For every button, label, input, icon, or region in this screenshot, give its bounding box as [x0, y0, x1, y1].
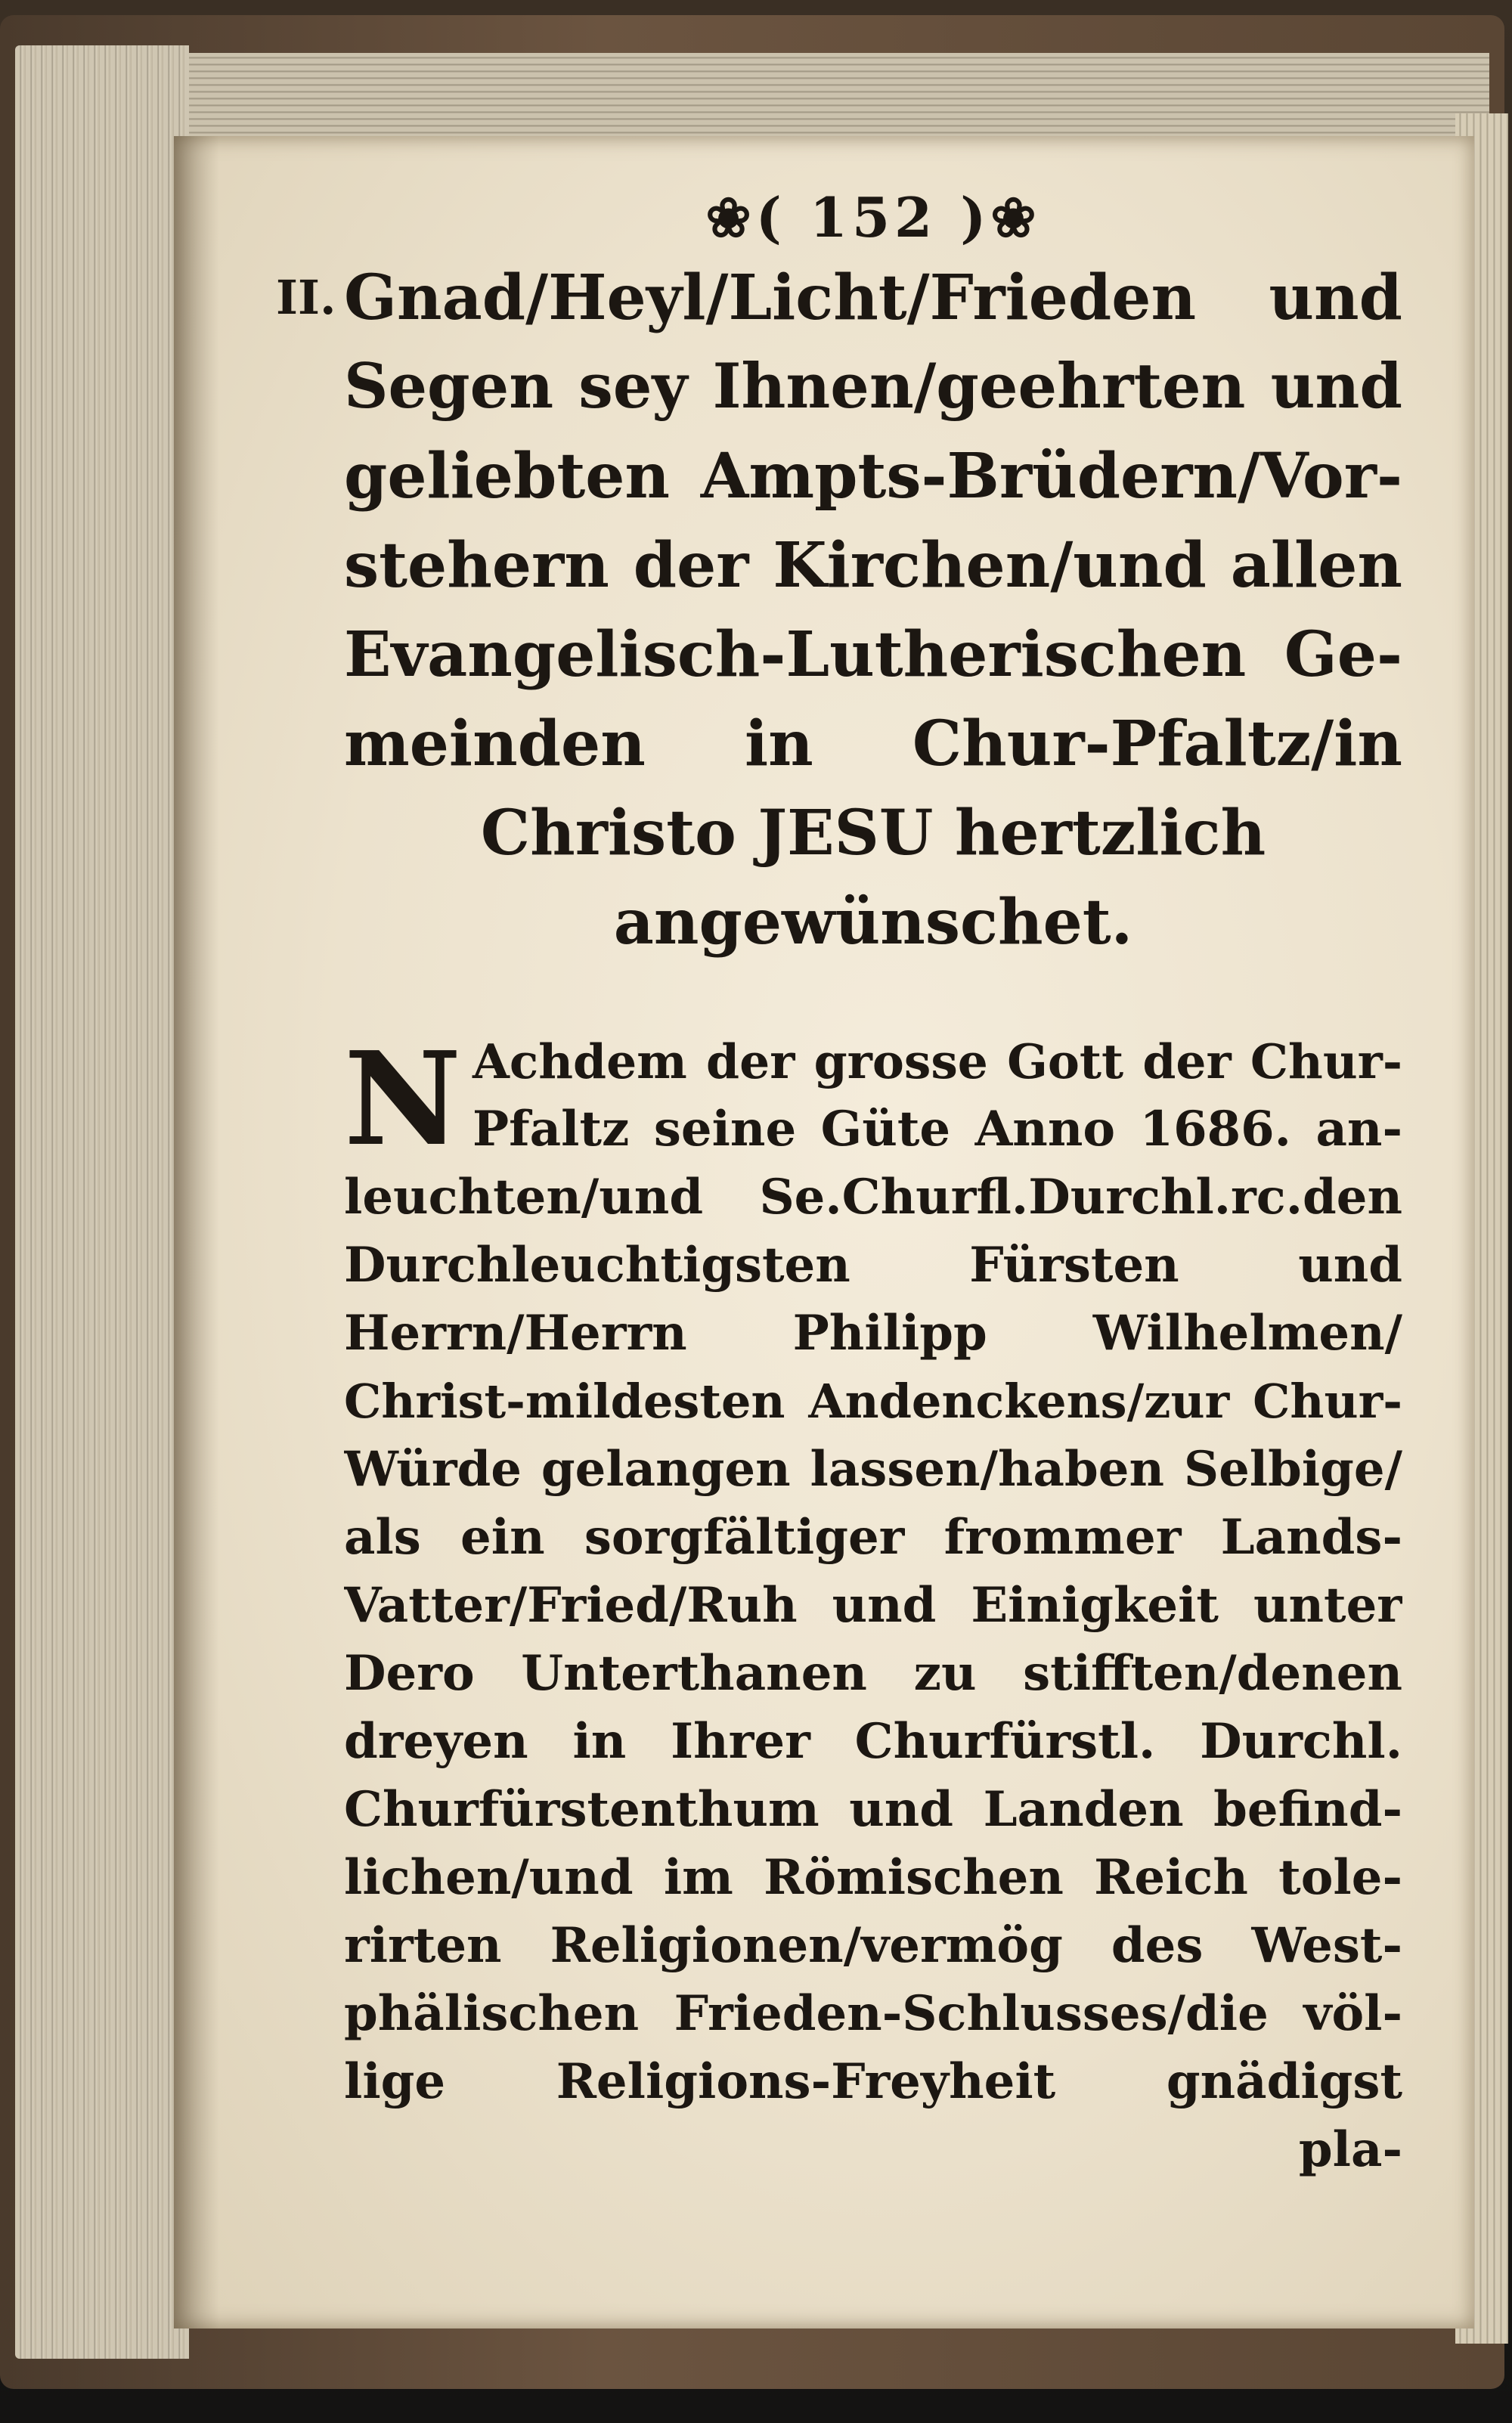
page-header: ❀( 152 )❀ — [705, 185, 1041, 249]
body-line: Achdem der grosse Gott der Chur- — [472, 1033, 1402, 1089]
page-edges-left — [15, 45, 189, 2359]
body-line: lichen/und im Römischen Reich tole- — [344, 1849, 1402, 1906]
salutation-line: meinden in Chur-Pfaltz/in — [344, 708, 1402, 780]
drop-cap: N — [344, 1024, 462, 1175]
salutation-line: angewünschet. — [613, 886, 1133, 959]
body-line: rirten Religionen/vermög des West- — [344, 1917, 1402, 1974]
page-text — [276, 181, 1402, 2184]
body-line: Dero Unterthanen zu stifften/denen — [344, 1645, 1402, 1702]
salutation-line: Evangelisch-Lutherischen Ge- — [344, 618, 1402, 691]
body-line: Vatter/Fried/Ruh und Einigkeit unter — [344, 1577, 1402, 1634]
salutation-line: Christo JESU hertzlich — [480, 797, 1266, 869]
body-line: leuchten/und Se.Churfl.Durchl.rc.den — [344, 1169, 1402, 1225]
body-line: Churfürstenthum und Landen befind- — [344, 1781, 1402, 1838]
salutation-line: stehern der Kirchen/und allen — [344, 529, 1402, 602]
body-line: lige Religions-Freyheit gnädigst — [344, 2053, 1402, 2110]
body-line: dreyen in Ihrer Churfürstl. Durchl. — [344, 1713, 1402, 1770]
salutation-line: geliebten Ampts-Brüdern/Vor- — [344, 440, 1402, 513]
body-line: phälischen Frieden-Schlusses/die völ- — [344, 1985, 1402, 2042]
salutation-line: Gnad/Heyl/Licht/Frieden und — [344, 262, 1402, 334]
salutation-line: Segen sey Ihnen/geehrten und — [344, 351, 1402, 423]
body-text — [344, 1024, 1402, 2184]
body-line: Würde gelangen lassen/haben Selbige/ — [344, 1441, 1402, 1498]
salutation — [276, 253, 1402, 967]
gutter-shadow — [174, 136, 219, 2328]
body-line: als ein sorgfältiger frommer Lands- — [344, 1509, 1402, 1566]
body-line: Christ-mildesten Andenckens/zur Chur- — [344, 1374, 1402, 1429]
catchword: pla- — [1298, 2121, 1402, 2178]
body-line: Pfaltz seine Güte Anno 1686. an- — [472, 1101, 1402, 1157]
body-line: Durchleuchtigsten Fürsten und — [344, 1237, 1402, 1294]
page-edges-top — [53, 53, 1489, 136]
section-number: II. — [276, 270, 336, 325]
body-line: Herrn/Herrn Philipp Wilhelmen/ — [344, 1305, 1402, 1362]
